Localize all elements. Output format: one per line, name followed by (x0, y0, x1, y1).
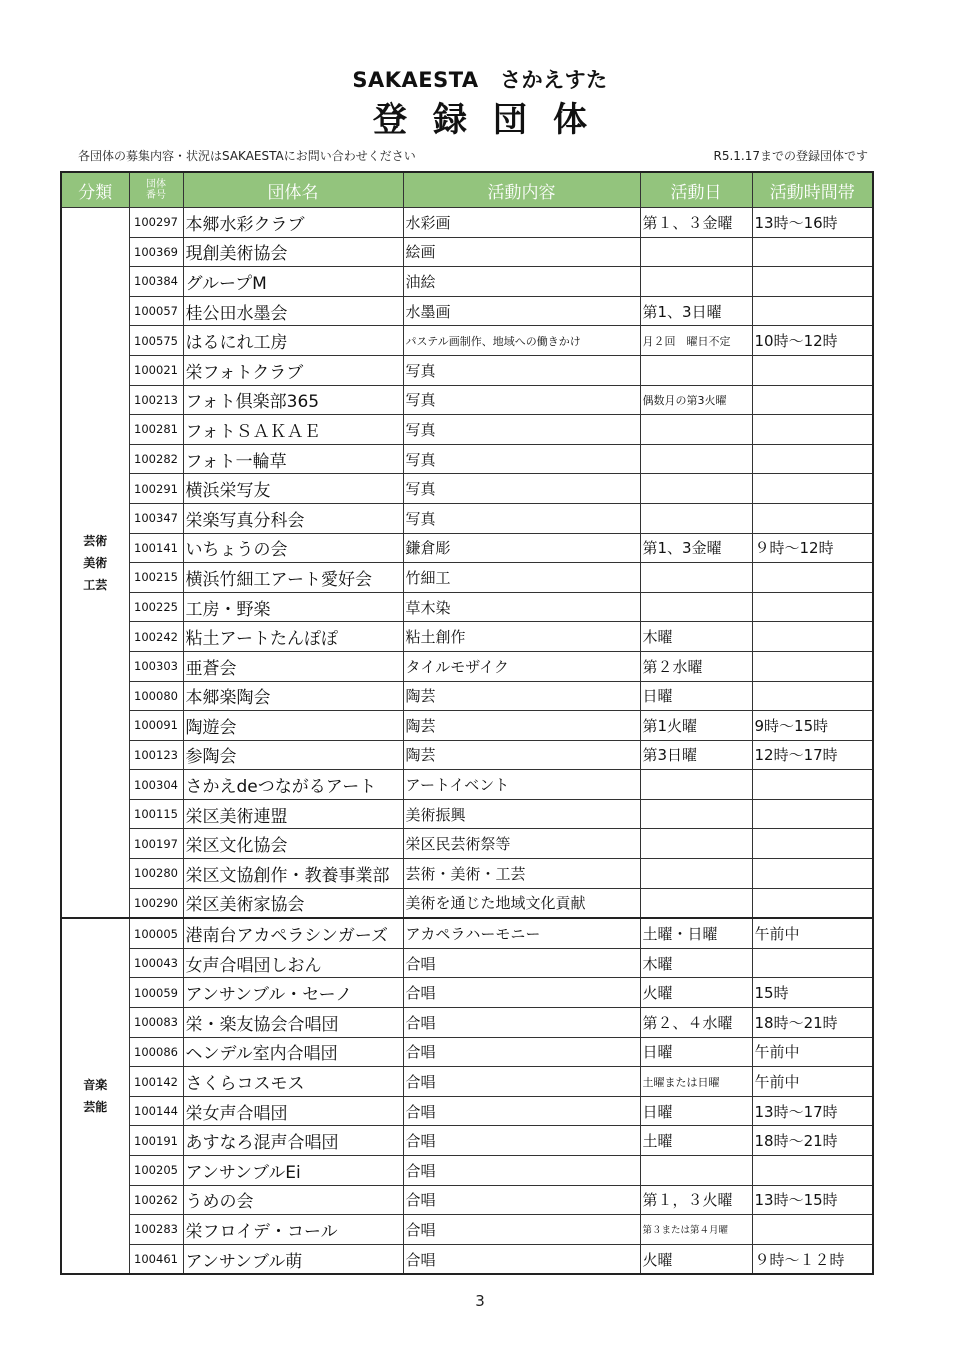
table-row (61, 474, 873, 504)
activity-cell: 陶芸 (403, 711, 640, 741)
group-name-cell: 栄フォトクラブ (183, 355, 403, 385)
group-id-cell: 100369 (129, 237, 183, 267)
days-cell (640, 474, 752, 504)
group-id-cell: 100005 (129, 918, 183, 948)
activity-cell: 写真 (403, 444, 640, 474)
table-row (61, 444, 873, 474)
category-label: 美術 (83, 555, 108, 570)
time-cell: 12時～17時 (752, 740, 873, 770)
group-id-cell: 100283 (129, 1215, 183, 1245)
group-id-cell: 100083 (129, 1008, 183, 1038)
table-row (61, 948, 873, 978)
days-cell: 第1、3日曜 (640, 296, 752, 326)
activity-cell: 合唱 (403, 1037, 640, 1067)
days-cell: 第１、３金曜 (640, 208, 752, 238)
category-cell (61, 918, 129, 1274)
activity-cell: 写真 (403, 503, 640, 533)
group-id-cell: 100215 (129, 563, 183, 593)
activity-cell: アートイベント (403, 770, 640, 800)
days-cell: 火曜 (640, 1244, 752, 1274)
activity-cell: 美術を通じた地域文化貢献 (403, 888, 640, 918)
group-name-cell: 栄フロイデ・コール (183, 1215, 403, 1245)
table-row (61, 888, 873, 918)
group-id-cell: 100575 (129, 326, 183, 356)
time-cell: 午前中 (752, 1067, 873, 1097)
days-cell: 第３または第４月曜 (640, 1215, 752, 1245)
group-name-cell: アンサンブルEi (183, 1156, 403, 1186)
group-name-cell: あすなろ混声合唱団 (183, 1126, 403, 1156)
group-name-cell: フォトＳＡＫＡＥ (183, 415, 403, 445)
time-cell (752, 503, 873, 533)
group-id-cell: 100115 (129, 799, 183, 829)
time-cell (752, 829, 873, 859)
group-name-cell: 栄楽写真分科会 (183, 503, 403, 533)
days-cell (640, 799, 752, 829)
activity-cell: 合唱 (403, 1156, 640, 1186)
activity-cell: 写真 (403, 355, 640, 385)
activity-cell: 合唱 (403, 978, 640, 1008)
group-name-cell: 栄区文協創作・教養事業部 (183, 859, 403, 889)
activity-cell: 写真 (403, 474, 640, 504)
activity-cell: 水墨画 (403, 296, 640, 326)
group-name-cell: 参陶会 (183, 740, 403, 770)
days-cell (640, 503, 752, 533)
group-name-cell: グループM (183, 267, 403, 297)
category-label: 音楽 (83, 1078, 108, 1093)
group-name-cell: 工房・野楽 (183, 592, 403, 622)
days-cell (640, 829, 752, 859)
group-id-cell: 100280 (129, 859, 183, 889)
group-id-cell: 100057 (129, 296, 183, 326)
group-name-cell: さかえdeつながるアート (183, 770, 403, 800)
table-row (61, 1067, 873, 1097)
activity-cell: 粘土創作 (403, 622, 640, 652)
time-cell (752, 267, 873, 297)
time-cell: 午前中 (752, 918, 873, 948)
time-cell (752, 799, 873, 829)
table-row (61, 681, 873, 711)
group-name-cell: 粘土アートたんぽぽ (183, 622, 403, 652)
days-cell: 火曜 (640, 978, 752, 1008)
group-id-cell: 100080 (129, 681, 183, 711)
table-row (61, 1156, 873, 1186)
group-name-cell: さくらコスモス (183, 1067, 403, 1097)
days-cell: 偶数月の第3火曜 (640, 385, 752, 415)
table-row (61, 770, 873, 800)
activity-cell: 合唱 (403, 1096, 640, 1126)
group-name-cell: ヘンデル室内合唱団 (183, 1037, 403, 1067)
days-cell (640, 770, 752, 800)
days-cell: 日曜 (640, 1037, 752, 1067)
days-cell (640, 267, 752, 297)
days-cell: 第1火曜 (640, 711, 752, 741)
page-number: 3 (475, 1292, 485, 1310)
activity-cell: 陶芸 (403, 740, 640, 770)
time-cell: 15時 (752, 978, 873, 1008)
days-cell: 第２水曜 (640, 651, 752, 681)
table-row (61, 1037, 873, 1067)
group-name-cell: はるにれ工房 (183, 326, 403, 356)
time-cell (752, 622, 873, 652)
time-cell: 18時～21時 (752, 1008, 873, 1038)
activity-cell: アカペラハーモニー (403, 918, 640, 948)
days-cell: 木曜 (640, 622, 752, 652)
activity-cell: 合唱 (403, 1244, 640, 1274)
time-cell (752, 1156, 873, 1186)
group-name-cell: 亜蒼会 (183, 651, 403, 681)
table-row (61, 829, 873, 859)
group-name-cell: 陶遊会 (183, 711, 403, 741)
days-cell: 木曜 (640, 948, 752, 978)
table-row (61, 859, 873, 889)
activity-cell: 栄区民芸術祭等 (403, 829, 640, 859)
activity-cell: 合唱 (403, 1126, 640, 1156)
activity-cell: 美術振興 (403, 799, 640, 829)
activity-cell: パステル画制作、地域への働きかけ (403, 326, 640, 356)
days-cell: 日曜 (640, 681, 752, 711)
time-cell (752, 592, 873, 622)
activity-cell: 合唱 (403, 1008, 640, 1038)
activity-cell: 竹細工 (403, 563, 640, 593)
date-note: R5.1.17までの登録団体です (713, 149, 868, 163)
table-row (61, 326, 873, 356)
activity-cell: 合唱 (403, 1185, 640, 1215)
activity-cell: 写真 (403, 385, 640, 415)
category-label: 芸能 (83, 1100, 108, 1115)
days-cell: 土曜 (640, 1126, 752, 1156)
group-id-cell: 100225 (129, 592, 183, 622)
group-name-cell: 栄・楽友協会合唱団 (183, 1008, 403, 1038)
group-id-cell: 100197 (129, 829, 183, 859)
group-name-cell: 栄区美術家協会 (183, 888, 403, 918)
time-cell (752, 1215, 873, 1245)
table-row (61, 385, 873, 415)
group-name-cell: うめの会 (183, 1185, 403, 1215)
table-row (61, 740, 873, 770)
table-row (61, 415, 873, 445)
time-cell: ９時～１２時 (752, 1244, 873, 1274)
days-cell: 月２回 曜日不定 (640, 326, 752, 356)
group-id-cell: 100144 (129, 1096, 183, 1126)
group-id-cell: 100290 (129, 888, 183, 918)
group-id-cell: 100281 (129, 415, 183, 445)
table-row (61, 1096, 873, 1126)
days-cell: 土曜・日曜 (640, 918, 752, 948)
group-name-cell: アンサンブル萌 (183, 1244, 403, 1274)
time-cell (752, 385, 873, 415)
header-group-name: 団体名 (183, 172, 403, 208)
group-id-cell: 100303 (129, 651, 183, 681)
group-id-cell: 100297 (129, 208, 183, 238)
table-row (61, 1215, 873, 1245)
title-line1: SAKAESTA さかえすた (352, 68, 608, 92)
table-row (61, 622, 873, 652)
activity-cell: タイルモザイク (403, 651, 640, 681)
days-cell: 第１，３火曜 (640, 1185, 752, 1215)
table-row (61, 503, 873, 533)
group-id-cell: 100021 (129, 355, 183, 385)
group-id-cell: 100142 (129, 1067, 183, 1097)
group-name-cell: 港南台アカペラシンガーズ (183, 918, 403, 948)
table-row (61, 533, 873, 563)
time-cell: 9時～15時 (752, 711, 873, 741)
table-row (61, 1185, 873, 1215)
group-name-cell: 本郷水彩クラブ (183, 208, 403, 238)
group-arts-crafts (61, 208, 873, 919)
time-cell (752, 651, 873, 681)
header-category: 分類 (61, 172, 129, 208)
group-id-cell: 100205 (129, 1156, 183, 1186)
activity-cell: 水彩画 (403, 208, 640, 238)
table-row (61, 1244, 873, 1274)
table-row (61, 237, 873, 267)
group-id-cell: 100262 (129, 1185, 183, 1215)
group-id-cell: 100213 (129, 385, 183, 415)
days-cell (640, 859, 752, 889)
group-id-cell: 100242 (129, 622, 183, 652)
group-id-cell: 100461 (129, 1244, 183, 1274)
table-row (61, 711, 873, 741)
group-name-cell: 横浜栄写友 (183, 474, 403, 504)
group-id-cell: 100091 (129, 711, 183, 741)
time-cell (752, 474, 873, 504)
table-row (61, 1126, 873, 1156)
time-cell (752, 415, 873, 445)
time-cell: 13時～17時 (752, 1096, 873, 1126)
table-row (61, 563, 873, 593)
table-row (61, 296, 873, 326)
time-cell: 10時～12時 (752, 326, 873, 356)
activity-cell: 芸術・美術・工芸 (403, 859, 640, 889)
group-name-cell: いちょうの会 (183, 533, 403, 563)
time-cell (752, 859, 873, 889)
time-cell: 13時～16時 (752, 208, 873, 238)
group-id-cell: 100086 (129, 1037, 183, 1067)
activity-cell: 写真 (403, 415, 640, 445)
group-name-cell: 栄区美術連盟 (183, 799, 403, 829)
days-cell: 第3日曜 (640, 740, 752, 770)
header-group-id: 団体 番号 (129, 172, 183, 208)
days-cell: 第1、3金曜 (640, 533, 752, 563)
group-name-cell: 栄区文化協会 (183, 829, 403, 859)
table-header-row (61, 172, 873, 208)
time-cell (752, 296, 873, 326)
days-cell: 第２、４水曜 (640, 1008, 752, 1038)
time-cell (752, 681, 873, 711)
days-cell (640, 415, 752, 445)
activity-cell: 合唱 (403, 1215, 640, 1245)
table-row (61, 799, 873, 829)
group-id-cell: 100304 (129, 770, 183, 800)
group-id-cell: 100123 (129, 740, 183, 770)
activity-cell: 草木染 (403, 592, 640, 622)
time-cell (752, 563, 873, 593)
table-row (61, 1008, 873, 1038)
table-row (61, 918, 873, 948)
group-name-cell: フォト倶楽部365 (183, 385, 403, 415)
time-cell (752, 888, 873, 918)
contact-note: 各団体の募集内容・状況はSAKAESTAにお問い合わせください (78, 149, 416, 163)
days-cell (640, 237, 752, 267)
group-id-cell: 100043 (129, 948, 183, 978)
days-cell (640, 1156, 752, 1186)
table-row (61, 208, 873, 238)
group-name-cell: フォト一輪草 (183, 444, 403, 474)
time-cell: 13時～15時 (752, 1185, 873, 1215)
header-time: 活動時間帯 (752, 172, 873, 208)
group-name-cell: 横浜竹細工アート愛好会 (183, 563, 403, 593)
days-cell (640, 888, 752, 918)
registered-groups-table (60, 171, 874, 1275)
days-cell (640, 355, 752, 385)
group-id-cell: 100059 (129, 978, 183, 1008)
time-cell: 午前中 (752, 1037, 873, 1067)
time-cell (752, 237, 873, 267)
activity-cell: 合唱 (403, 1067, 640, 1097)
group-name-cell: 本郷楽陶会 (183, 681, 403, 711)
time-cell: ９時～12時 (752, 533, 873, 563)
table-row (61, 355, 873, 385)
group-id-cell: 100384 (129, 267, 183, 297)
table-row (61, 978, 873, 1008)
category-label: 芸術 (83, 533, 108, 548)
header-activity: 活動内容 (403, 172, 640, 208)
days-cell: 土曜または日曜 (640, 1067, 752, 1097)
activity-cell: 合唱 (403, 948, 640, 978)
time-cell: 18時～21時 (752, 1126, 873, 1156)
table-row (61, 651, 873, 681)
header-days: 活動日 (640, 172, 752, 208)
title-line2: 登録団体 (373, 100, 613, 140)
time-cell (752, 948, 873, 978)
time-cell (752, 770, 873, 800)
time-cell (752, 444, 873, 474)
group-name-cell: 栄女声合唱団 (183, 1096, 403, 1126)
activity-cell: 陶芸 (403, 681, 640, 711)
group-name-cell: 女声合唱団しおん (183, 948, 403, 978)
group-name-cell: 現創美術協会 (183, 237, 403, 267)
days-cell (640, 444, 752, 474)
days-cell (640, 592, 752, 622)
group-id-cell: 100141 (129, 533, 183, 563)
group-music-performing (61, 918, 873, 1274)
category-cell (61, 208, 129, 919)
group-name-cell: アンサンブル・セーノ (183, 978, 403, 1008)
group-id-cell: 100291 (129, 474, 183, 504)
group-id-cell: 100191 (129, 1126, 183, 1156)
activity-cell: 鎌倉彫 (403, 533, 640, 563)
category-label: 工芸 (83, 577, 108, 592)
activity-cell: 絵画 (403, 237, 640, 267)
table-row (61, 267, 873, 297)
days-cell: 日曜 (640, 1096, 752, 1126)
time-cell (752, 355, 873, 385)
activity-cell: 油絵 (403, 267, 640, 297)
table-row (61, 592, 873, 622)
group-id-cell: 100347 (129, 503, 183, 533)
group-id-cell: 100282 (129, 444, 183, 474)
days-cell (640, 563, 752, 593)
group-name-cell: 桂公田水墨会 (183, 296, 403, 326)
